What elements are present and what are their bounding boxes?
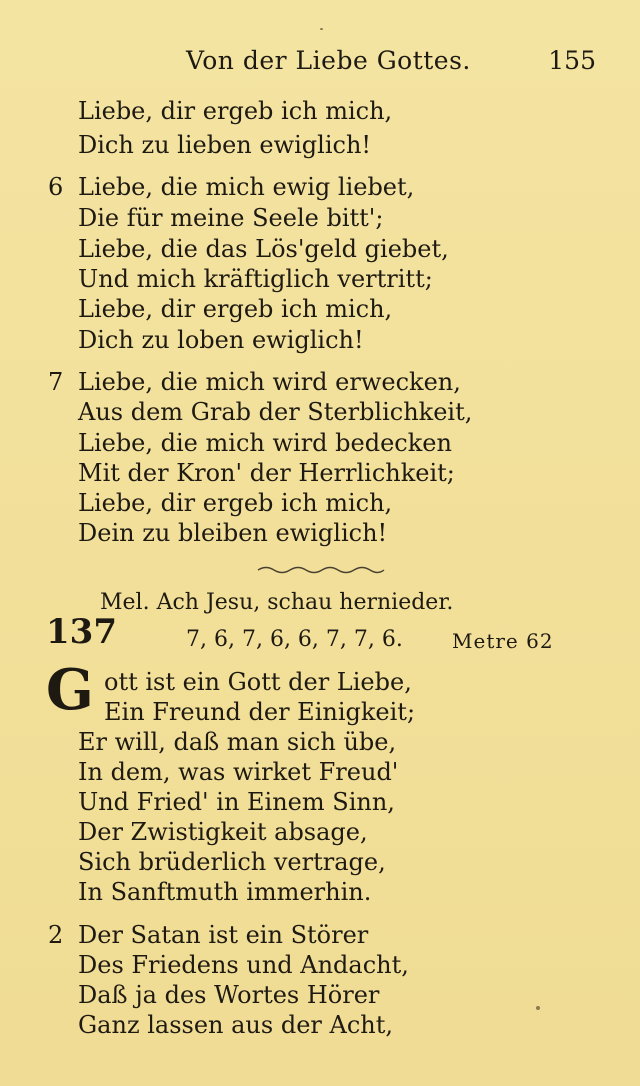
verse-line: Liebe, dir ergeb ich mich, xyxy=(78,295,393,323)
verse-number: 2 xyxy=(48,921,64,949)
verse-line: Liebe, dir ergeb ich mich, xyxy=(78,97,393,125)
page-header xyxy=(0,46,640,80)
verse-line: Er will, daß man sich übe, xyxy=(78,728,397,756)
verse-line: Der Satan ist ein Störer xyxy=(78,921,369,949)
verse-line: Dich zu lieben ewiglich! xyxy=(78,131,372,159)
verse-line: Liebe, die mich ewig liebet, xyxy=(78,173,415,201)
verse-number: 6 xyxy=(48,173,64,201)
verse-number: 7 xyxy=(48,368,64,396)
verse-line: Sich brüderlich vertrage, xyxy=(78,848,386,876)
paper-speck xyxy=(320,28,323,30)
verse-line: In dem, was wirket Freud' xyxy=(78,758,399,786)
verse-line: Liebe, dir ergeb ich mich, xyxy=(78,489,393,517)
meter-label: Metre 62 xyxy=(452,629,554,653)
paper-speck xyxy=(536,1006,540,1010)
verse-line: Ganz lassen aus der Acht, xyxy=(78,1011,393,1039)
verse-line: Dein zu bleiben ewiglich! xyxy=(78,519,388,547)
verse-line: Des Friedens und Andacht, xyxy=(78,951,409,979)
melody-line: Mel. Ach Jesu, schau hernieder. xyxy=(100,590,454,615)
verse-line: Liebe, die mich wird erwecken, xyxy=(78,368,461,396)
running-title: Von der Liebe Gottes. xyxy=(186,46,471,75)
page-number: 155 xyxy=(548,46,596,75)
verse-line: Daß ja des Wortes Hörer xyxy=(78,981,380,1009)
verse-line: ott ist ein Gott der Liebe, xyxy=(104,668,412,696)
verse-line: Und Fried' in Einem Sinn, xyxy=(78,788,395,816)
verse-line: Die für meine Seele bitt'; xyxy=(78,204,384,232)
verse-line: Der Zwistigkeit absage, xyxy=(78,818,368,846)
verse-line: In Sanftmuth immerhin. xyxy=(78,878,372,906)
verse-line: Aus dem Grab der Sterblichkeit, xyxy=(78,398,473,426)
ornament-divider-icon xyxy=(256,563,386,577)
verse-line: Liebe, die das Lös'geld giebet, xyxy=(78,235,449,263)
meter-pattern: 7, 6, 7, 6, 6, 7, 7, 6. xyxy=(186,627,403,652)
verse-line: Liebe, die mich wird bedecken xyxy=(78,429,452,457)
drop-cap: G xyxy=(46,657,94,723)
verse-line: Mit der Kron' der Herrlichkeit; xyxy=(78,459,455,487)
verse-line: Dich zu loben ewiglich! xyxy=(78,326,364,354)
verse-line: Ein Freund der Einigkeit; xyxy=(104,698,416,726)
hymn-number: 137 xyxy=(46,612,117,652)
verse-line: Und mich kräftiglich vertritt; xyxy=(78,265,433,293)
